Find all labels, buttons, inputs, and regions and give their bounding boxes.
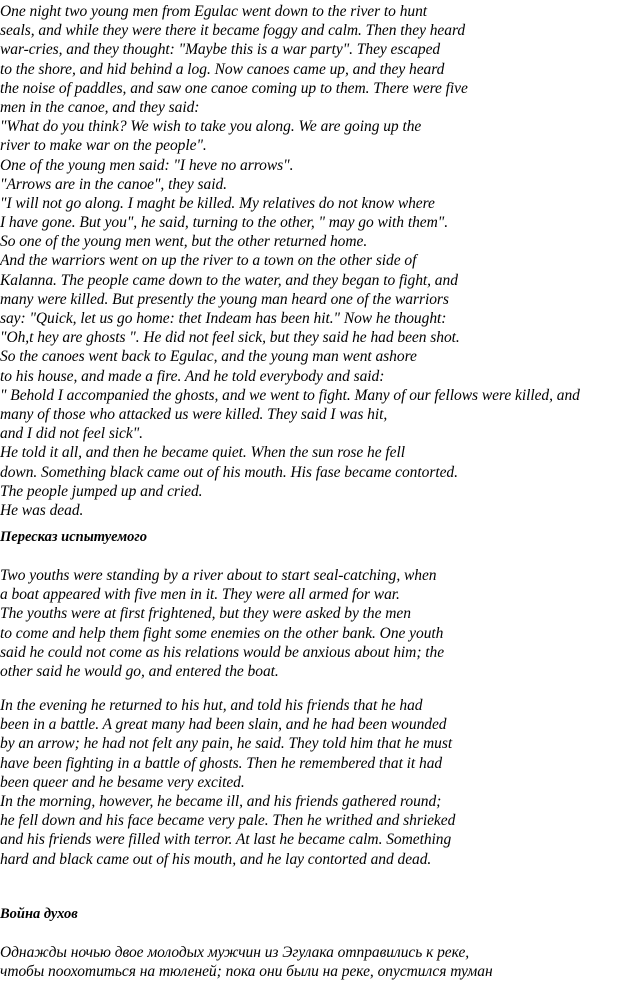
retelling-paragraph-2 (0, 696, 455, 869)
text-line: seals, and while they were there it became foggy and calm. Then they heard (0, 22, 466, 40)
text-line: many were killed. But presently the young man heard one of the warriors (0, 290, 449, 308)
text-line: river to make war on the people". (0, 137, 207, 155)
text-line: men in the canoe, and they said: (0, 98, 200, 116)
text-line: So the canoes went back to Egulac, and the young man went ashore (0, 348, 417, 366)
retelling-paragraph-1 (0, 566, 444, 681)
text-line: Однажды ночью двое молодых мужчин из Эгулака отправились к реке, (0, 944, 470, 961)
text-line: чтобы поохотиться на тюленей; пока они были на реке, опустился туман (0, 963, 493, 981)
text-line: "What do you think? We wish to take you along. We are going up the (0, 118, 422, 136)
text-line: war-cries, and they thought: "Maybe this is a war party". They escaped (0, 41, 441, 59)
text-line: Two youths were standing by a river about to start seal-catching, when (0, 567, 437, 584)
text-line: In the evening he returned to his hut, and told his friends that he had (0, 697, 423, 714)
original-story-text (0, 2, 580, 520)
text-line: and his friends were filled with terror. At last he became calm. Something (0, 831, 452, 849)
text-line: to come and help them fight some enemies on the other bank. One youth (0, 624, 444, 642)
text-line: hard and black came out of his mouth, and he lay contorted and dead. (0, 850, 432, 868)
russian-translation-text (0, 943, 493, 981)
text-line: The people jumped up and cried. (0, 482, 203, 500)
text-line: In the morning, however, he became ill, and his friends gathered round; (0, 792, 442, 810)
text-line: So one of the young men went, but the other returned home. (0, 233, 368, 251)
text-line: down. Something black came out of his mouth. His fase became contorted. (0, 463, 458, 481)
text-line: And the warriors went on up the river to a town on the other side of (0, 252, 417, 270)
retelling-heading: Пересказ испытуемого (0, 529, 148, 545)
text-line: to the shore, and hid behind a log. Now canoes came up, and they heard (0, 60, 445, 78)
text-line: been in a battle. A great many had been slain, and he had been wounded (0, 716, 447, 734)
text-line: and I did not feel sick". (0, 425, 144, 443)
text-line: Kalanna. The people came down to the water, and they began to fight, and (0, 271, 458, 289)
text-line: say: "Quick, let us go home: thet Indeam has been hit." Now he thought: (0, 310, 447, 327)
text-line: One night two young men from Egulac went down to the river to hunt (0, 3, 428, 20)
text-line: said he could not come as his relations would be anxious about him; the (0, 643, 445, 661)
text-line: He was dead. (0, 501, 84, 519)
text-line: by an arrow; he had not felt any pain, he said. They told him that he must (0, 735, 453, 753)
text-line: to his house, and made a fire. And he told everybody and said: (0, 367, 385, 385)
war-of-ghosts-heading: Война духов (0, 906, 78, 922)
text-line: One of the young men said: "I heve no arrows". (0, 156, 294, 174)
text-line: He told it all, and then he became quiet. When the sun rose he fell (0, 444, 406, 462)
text-line: I have gone. But you", he said, turning to the other, " may go with them". (0, 214, 449, 232)
text-line: other said he would go, and entered the boat. (0, 662, 279, 680)
text-line: " Behold I accompanied the ghosts, and we went to fight. Many of our fellows were killed, and (0, 386, 580, 404)
text-line: The youths were at first frightened, but they were asked by the men (0, 605, 411, 623)
text-line: "I will not go along. I maght be killed. My relatives do not know where (0, 194, 435, 212)
text-line: "Arrows are in the canoe", they said. (0, 175, 227, 193)
text-line: "Oh,t hey are ghosts ". He did not feel sick, but they said he had been shot. (0, 329, 460, 347)
text-line: he fell down and his face became very pale. Then he writhed and shrieked (0, 812, 456, 830)
text-line: many of those who attacked us were killed. They said I was hit, (0, 405, 388, 423)
text-line: the noise of paddles, and saw one canoe coming up to them. There were five (0, 79, 468, 97)
text-line: been queer and he besame very excited. (0, 773, 245, 791)
text-line: a boat appeared with five men in it. They were all armed for war. (0, 586, 400, 604)
text-line: have been fighting in a battle of ghosts. Then he remembered that it had (0, 754, 443, 772)
